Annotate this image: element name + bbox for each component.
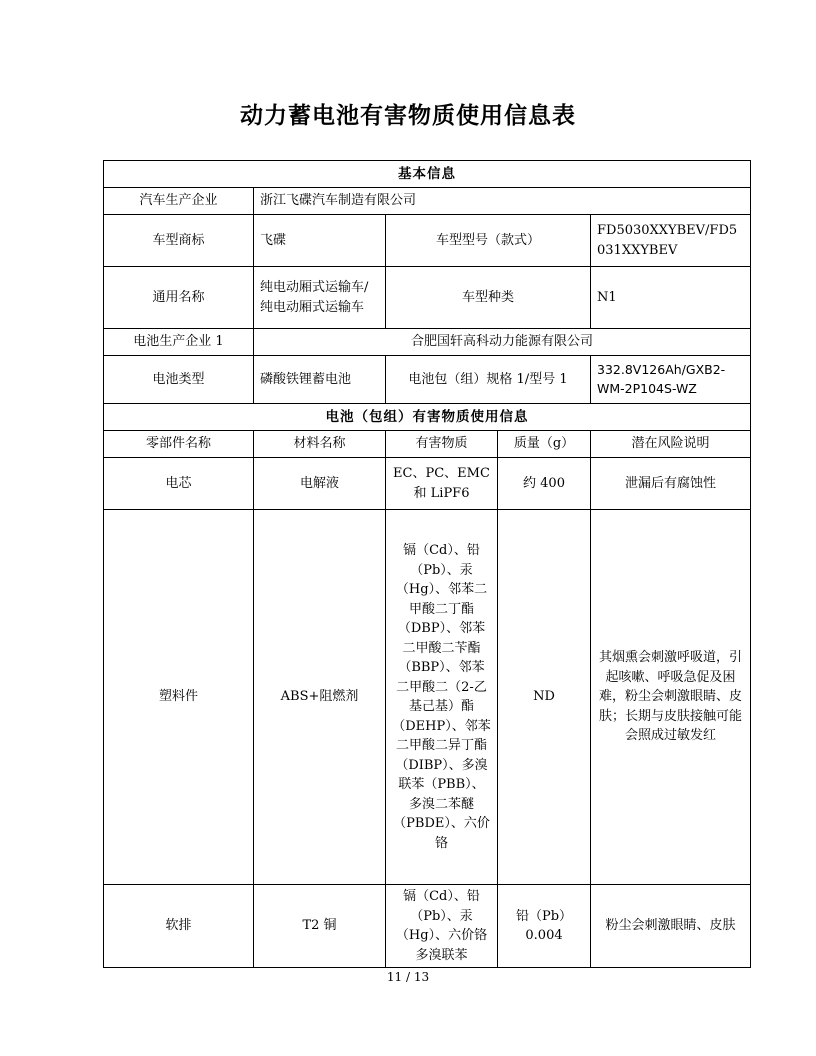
battery-type-value: 磷酸铁锂蓄电池 — [254, 356, 386, 404]
table-row — [104, 885, 751, 968]
table-row — [104, 510, 751, 885]
cell-risk: 泄漏后有腐蚀性 — [591, 458, 751, 510]
column-header-mass: 质量（g） — [498, 431, 591, 458]
cell-part: 塑料件 — [104, 510, 254, 885]
cell-material: T2 铜 — [254, 885, 386, 968]
manufacturer-value: 浙江飞碟汽车制造有限公司 — [254, 188, 751, 215]
cell-mass: ND — [498, 510, 591, 885]
category-value: N1 — [591, 267, 751, 329]
cell-substances: 镉（Cd）、铅（Pb）、汞（Hg）、邻苯二甲酸二丁酯（DBP）、邻苯二甲酸二苄酯（BBP）、邻苯二甲酸二（2-乙基己基）酯（DEHP）、邻苯二甲酸二异丁酯（DIBP）、多溴联苯（PBB）、多溴二苯醚（PBDE）、六价铬 — [386, 510, 498, 885]
brand-value: 飞碟 — [254, 215, 386, 267]
column-header-part: 零部件名称 — [104, 431, 254, 458]
cell-mass: 约 400 — [498, 458, 591, 510]
table-row — [104, 458, 751, 510]
battery-maker-value: 合肥国轩高科动力能源有限公司 — [254, 329, 751, 356]
page-title: 动力蓄电池有害物质使用信息表 — [240, 103, 576, 129]
column-header-substances: 有害物质 — [386, 431, 498, 458]
generic-name-value: 纯电动厢式运输车/纯电动厢式运输车 — [254, 267, 386, 329]
model-value: FD5030XXYBEV/FD5031XXYBEV — [591, 215, 751, 267]
cell-mass: 铅（Pb）0.004 — [498, 885, 591, 968]
cell-risk: 其烟熏会刺激呼吸道，引起咳嗽、呼吸急促及困难，粉尘会刺激眼睛、皮肤；长期与皮肤接触可能会照成过敏发红 — [591, 510, 751, 885]
cell-substances: EC、PC、EMC 和 LiPF6 — [386, 458, 498, 510]
cell-material: ABS+阻燃剂 — [254, 510, 386, 885]
generic-name-label: 通用名称 — [104, 267, 254, 329]
category-label: 车型种类 — [386, 267, 591, 329]
cell-part: 软排 — [104, 885, 254, 968]
column-header-risk: 潜在风险说明 — [591, 431, 751, 458]
page-number: 11 / 13 — [386, 970, 430, 984]
model-label: 车型型号（款式） — [386, 215, 591, 267]
column-header-material: 材料名称 — [254, 431, 386, 458]
cell-material: 电解液 — [254, 458, 386, 510]
hazard-section-header: 电池（包组）有害物质使用信息 — [104, 404, 751, 431]
battery-maker-label: 电池生产企业 1 — [104, 329, 254, 356]
cell-part: 电芯 — [104, 458, 254, 510]
brand-label: 车型商标 — [104, 215, 254, 267]
cell-substances: 镉（Cd）、铅（Pb）、汞（Hg）、六价铬多溴联苯 — [386, 885, 498, 968]
battery-info-table — [103, 160, 751, 968]
cell-risk: 粉尘会刺激眼睛、皮肤 — [591, 885, 751, 968]
pack-spec-value: 332.8V126Ah/GXB2-WM-2P104S-WZ — [591, 356, 751, 404]
battery-type-label: 电池类型 — [104, 356, 254, 404]
manufacturer-label: 汽车生产企业 — [104, 188, 254, 215]
pack-spec-label: 电池包（组）规格 1/型号 1 — [386, 356, 591, 404]
basic-info-section-header: 基本信息 — [104, 161, 751, 188]
